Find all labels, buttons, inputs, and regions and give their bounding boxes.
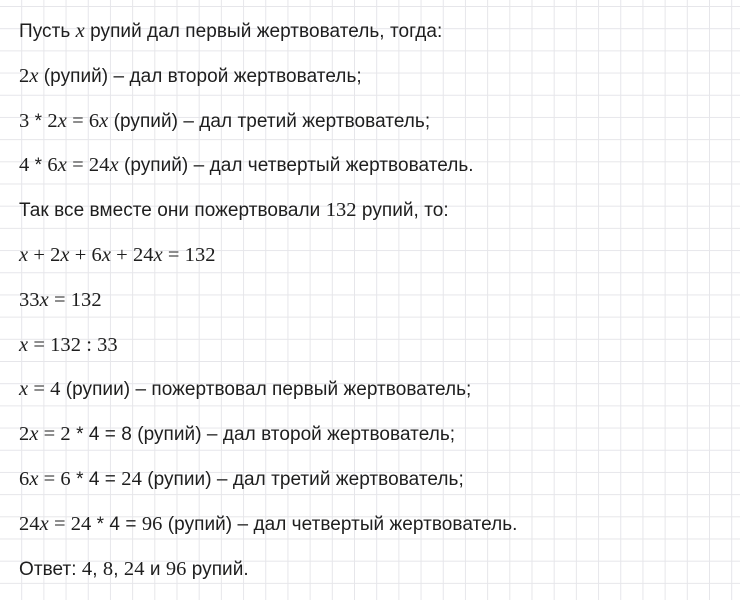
text-fragment: * (29, 155, 48, 177)
math-variable: x (39, 288, 49, 311)
text-fragment: (рупий) – дал четвертый жертвователь. (118, 155, 474, 177)
text-fragment: Пусть (19, 21, 76, 42)
math-expression: 4 (81, 557, 93, 580)
math-variable: x (57, 109, 67, 132)
math-expression: 24 (123, 557, 145, 580)
math-expression: 24 (121, 468, 142, 490)
text-fragment: Ответ: (19, 558, 82, 580)
solution-line (19, 288, 102, 313)
solution-line (19, 198, 449, 223)
math-variable: x (57, 154, 67, 177)
math-expression: 6 (19, 468, 30, 490)
math-expression: + 24 (111, 244, 154, 266)
text-fragment: рупий, то: (356, 200, 449, 222)
math-expression: = 24 (48, 512, 92, 535)
text-fragment: (рупий) – дал второй жертвователь; (38, 65, 362, 87)
math-expression: 4 (19, 154, 30, 177)
text-fragment: * 4 = (91, 513, 142, 535)
math-variable: x (19, 244, 29, 266)
math-expression: + 6 (69, 244, 102, 266)
math-expression: 8 (102, 557, 114, 580)
math-variable: x (29, 64, 39, 87)
text-fragment: , (113, 558, 124, 580)
solution-line (19, 109, 430, 134)
math-expression: + 2 (28, 244, 61, 266)
text-fragment: * 4 = (70, 469, 122, 490)
math-variable: x (109, 154, 119, 177)
text-fragment: рупий дал первый жертвователь, тогда: (84, 21, 443, 42)
math-expression: 132 (325, 199, 357, 222)
text-fragment: * 4 = 8 (рупий) – дал второй жертвователь; (70, 424, 456, 446)
math-expression: 96 (165, 557, 187, 580)
math-variable: x (99, 109, 109, 132)
solution-line (19, 467, 464, 492)
text-fragment: (рупии) – дал третий жертвователь; (141, 469, 464, 490)
solution-line (19, 333, 118, 358)
math-expression: 2 (19, 64, 30, 87)
solution-line (19, 512, 518, 537)
text-fragment: Так все вместе они пожертвовали (19, 200, 326, 222)
math-variable: x (75, 20, 85, 42)
math-expression: 96 (141, 512, 163, 535)
text-fragment: (рупии) – пожертвовал первый жертвователь; (60, 379, 472, 401)
math-variable: x (19, 333, 29, 356)
math-expression: = 2 (38, 423, 71, 446)
solution-line (19, 153, 474, 178)
text-fragment: (рупий) – дал четвертый жертвователь. (162, 513, 518, 535)
text-fragment: (рупий) – дал третий жертвователь; (108, 110, 431, 132)
math-expression: 3 (19, 109, 30, 132)
math-expression: = 132 (162, 244, 216, 266)
math-variable: x (101, 244, 111, 266)
math-expression: = 6 (38, 468, 71, 490)
math-variable: x (39, 512, 49, 535)
math-expression: 2 (19, 423, 30, 446)
math-variable: x (19, 378, 29, 401)
math-expression: = 24 (66, 154, 110, 177)
solution-line (19, 422, 455, 447)
math-variable: x (29, 423, 39, 446)
math-variable: x (29, 468, 39, 490)
math-expression: = 132 : 33 (28, 333, 118, 356)
solution-line (19, 377, 471, 402)
math-expression: 6 (47, 154, 58, 177)
text-fragment: , (92, 558, 103, 580)
math-expression: = 132 (48, 288, 102, 311)
solution-line (19, 243, 216, 268)
math-expression: 24 (19, 512, 40, 535)
solution-line (19, 19, 442, 44)
math-variable: x (153, 244, 163, 266)
math-expression: 33 (19, 288, 40, 311)
math-expression: 2 (47, 109, 58, 132)
math-variable: x (60, 244, 70, 266)
solution-line (19, 557, 249, 582)
text-fragment: рупий. (186, 558, 249, 580)
math-expression: = 6 (66, 109, 100, 132)
solution-line (19, 64, 362, 89)
text-fragment: * (29, 110, 48, 132)
text-fragment: и (144, 558, 166, 580)
math-expression: = 4 (28, 378, 61, 401)
